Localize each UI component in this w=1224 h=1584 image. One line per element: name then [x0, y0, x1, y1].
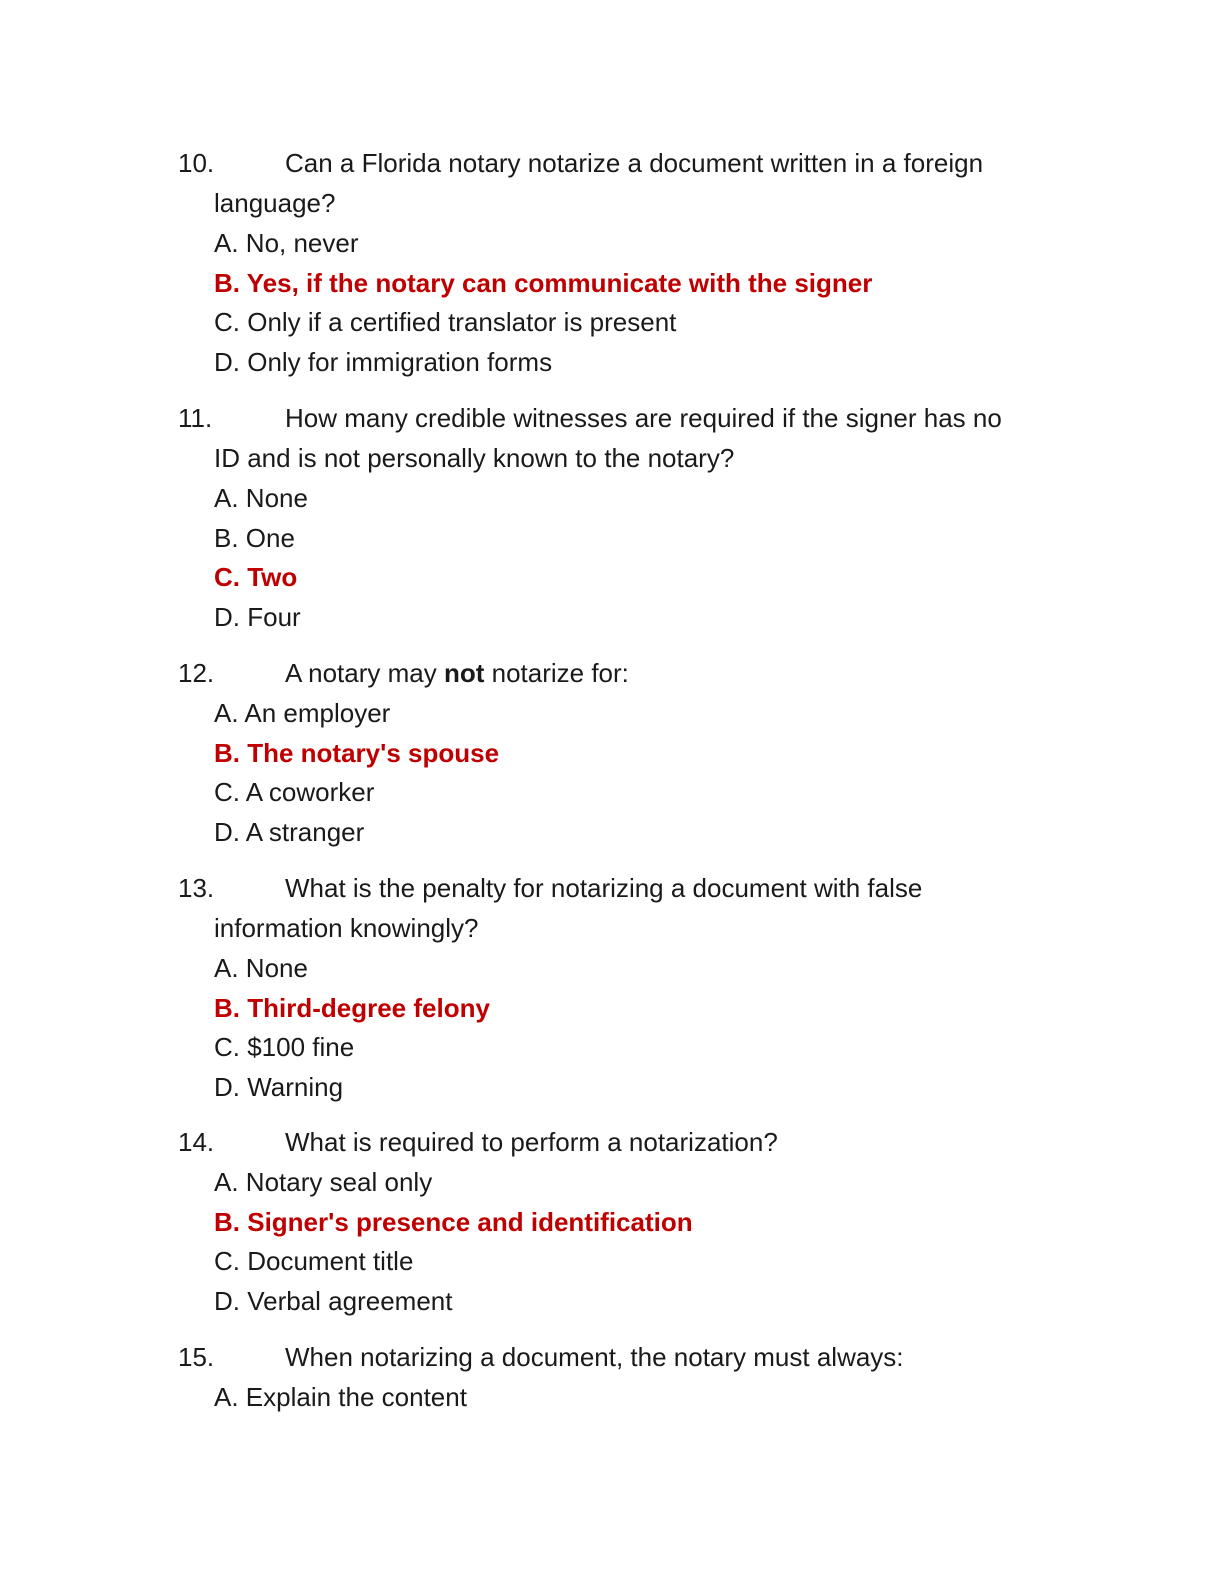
answer-option: C. Document title — [214, 1246, 414, 1277]
answer-option-correct: B. Signer's presence and identification — [214, 1206, 693, 1237]
question-text: What is the penalty for notarizing a document with false — [285, 873, 923, 903]
answer-option: D. Four — [214, 601, 301, 632]
answer-option: D. A stranger — [214, 816, 365, 847]
question-13 — [178, 868, 1058, 1106]
answer-option-correct: B. The notary's spouse — [214, 737, 500, 768]
question-text — [285, 653, 1058, 693]
question-text-emphasis: not — [443, 658, 485, 688]
question-text-part: notarize for: — [484, 658, 629, 688]
question-text-continued: ID and is not personally known to the notary? — [214, 443, 735, 473]
question-text: How many credible witnesses are required if the signer has no — [285, 403, 1002, 433]
answer-option: A. Explain the content — [214, 1382, 467, 1412]
question-text-continued: language? — [214, 188, 336, 218]
question-12 — [178, 653, 1058, 851]
answer-option: A. None — [214, 953, 308, 983]
question-number: 14. — [178, 1127, 215, 1157]
question-10 — [178, 143, 1058, 381]
question-number: 15. — [178, 1342, 215, 1372]
answer-option: A. An employer — [214, 698, 391, 728]
question-text: When notarizing a document, the notary must always: — [285, 1342, 904, 1372]
answer-option: D. Warning — [214, 1071, 344, 1102]
question-text-part: A notary may — [285, 658, 444, 688]
answer-option: A. No, never — [214, 228, 359, 258]
question-number: 12. — [178, 658, 215, 688]
answer-option: D. Only for immigration forms — [214, 346, 553, 377]
answer-option: A. Notary seal only — [214, 1167, 433, 1197]
question-number: 11. — [178, 403, 213, 433]
answer-option: C. $100 fine — [214, 1032, 355, 1063]
question-number: 13. — [178, 873, 215, 903]
question-11 — [178, 398, 1058, 636]
question-14 — [178, 1122, 1058, 1320]
question-text: What is required to perform a notarization? — [285, 1127, 778, 1157]
answer-option-correct: B. Third-degree felony — [214, 992, 490, 1023]
question-15 — [178, 1337, 1058, 1417]
answer-option: B. One — [214, 522, 295, 553]
answer-option: A. None — [214, 483, 308, 513]
answer-option: C. Only if a certified translator is present — [214, 307, 677, 338]
question-number: 10. — [178, 148, 215, 178]
question-text-continued: information knowingly? — [214, 913, 479, 943]
answer-option: C. A coworker — [214, 777, 375, 808]
answer-option-correct: C. Two — [214, 562, 298, 593]
question-text: Can a Florida notary notarize a document written in a foreign — [285, 148, 984, 178]
answer-option: D. Verbal agreement — [214, 1285, 453, 1316]
answer-option-correct: B. Yes, if the notary can communicate with the signer — [214, 267, 873, 298]
